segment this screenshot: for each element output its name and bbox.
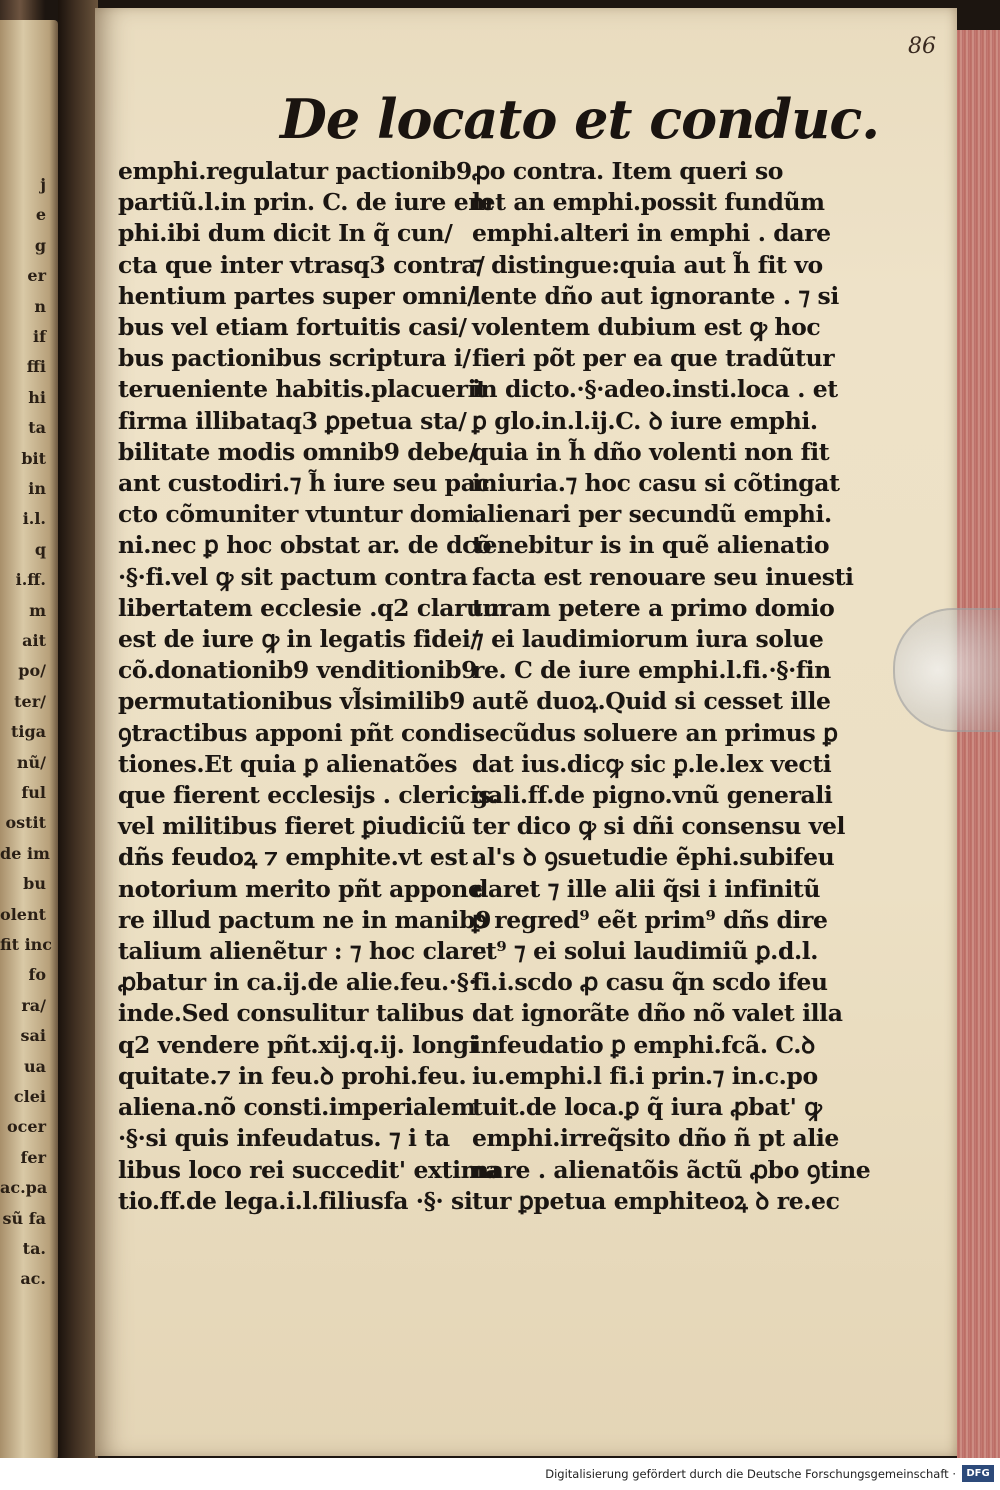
facing-page-fragment: g [34,235,46,255]
text-line: inde.Sed consulitur talibus [118,999,464,1028]
facing-page-fragment: bu [23,874,46,894]
text-line: tur ꝑpetua emphiteoꝝ ꝺ re.ec [472,1186,840,1215]
facing-page-fragment: i.ff. [15,570,46,590]
text-line: tuit.de loca.ꝑ q̃ iura ꝓbat' ꝙ [472,1093,822,1122]
text-line: ꝑ regred⁹ eẽt prim⁹ dñs dire [472,905,828,934]
text-line: dat ius.dicꝙ sic ꝑ.le.lex vecti [472,749,832,778]
funding-credit: Digitalisierung gefördert durch die Deutsche Forschungsgemeinschaft · [545,1467,956,1481]
text-line: bus pactionibus scriptura i/ [118,344,471,373]
text-line: ct⁹ ⁊ ei solui laudimiũ ꝑ.d.l. [472,937,819,966]
text-column-left [118,156,508,1217]
folio-number: 86 [908,34,936,59]
text-line: vel militibus fieret ꝑiudiciũ [118,812,466,841]
text-line: ꝑ glo.in.l.ij.C. ꝺ iure emphi. [472,406,818,435]
text-line: re illud pactum ne in manib9 [118,905,492,934]
page-fore-edge [957,30,1000,1458]
text-line: ⁊ distingue:quia aut h̃ fit vo [472,250,823,279]
facing-page-fragment: sũ fa [2,1208,46,1228]
facing-page-fragment: er [27,266,46,286]
footer-bar [0,1458,1000,1490]
facing-page-fragment: j [40,175,46,194]
text-line: in dicto.·§·adeo.insti.loca . et [472,375,838,404]
text-line: al's ꝺ ꝯsuetudie ẽphi.subifeu [472,843,835,872]
facing-page-fragment: i.l. [22,509,46,529]
text-line: alienari per secundũ emphi. [472,500,832,529]
facing-page-fragment: sai [20,1026,46,1046]
text-line: talium alienẽtur : ⁊ hoc clare [118,937,487,966]
text-line: cta que inter vtrasq3 contra/ [118,250,485,279]
text-line: let an emphi.possit fundũm [472,188,825,217]
text-line: cõ.donationib9 venditionib9 [118,656,478,685]
facing-page-fragment: clei [13,1087,46,1106]
text-line: infeudatio ꝑ emphi.fcã. C.ꝺ [472,1030,815,1059]
facing-page-fragment: bit [21,448,46,468]
facing-page-fragment: ostit [5,813,46,833]
book-gutter [58,0,98,1458]
text-line: gali.ff.de pigno.vnũ generali [472,781,833,810]
text-line: tiones.Et quia ꝑ alienatões [118,749,458,778]
text-line: facta est renouare seu inuesti [472,562,854,591]
facing-page-fragment: ua [24,1056,46,1076]
facing-page-fragment: ra/ [21,995,46,1015]
text-line: quia in h̃ dño volenti non fit [472,437,830,466]
facing-page-fragment: nũ/ [16,752,46,772]
text-line: autẽ duoꝝ.Quid si cesset ille [472,687,831,716]
text-line: notorium merito pñt appone [118,874,483,903]
facing-page-fragment: e [35,205,46,225]
text-line: ter dico ꝙ si dñi consensu vel [472,812,846,841]
text-line: q2 vendere pñt.xij.q.ij. longi [118,1030,478,1059]
text-column-right [472,156,871,1217]
text-line: ꝓbatur in ca.ij.de alie.feu.·§· [118,968,477,997]
text-line: permutationibus vl̃similib9 [118,687,465,716]
text-line: turam petere a primo domio [472,593,835,622]
text-line: fieri põt per ea que tradũtur [472,344,835,373]
text-line: secũdus soluere an primus ꝑ [472,718,838,747]
text-line: iu.emphi.l fi.i prin.⁊ in.c.po [472,1061,818,1090]
text-line: ꝯtractibus apponi pñt condi [118,718,472,747]
facing-page-fragment: if [33,327,46,346]
text-line: lente dño aut ignorante . ⁊ si [472,281,839,310]
text-line: re. C de iure emphi.l.fi.·§·fin [472,656,831,685]
facing-page-fragment: ta [28,418,46,438]
facing-page-fragment: ac.pa [0,1178,48,1198]
facing-page-fragment: q [34,539,46,559]
text-line: quitate.⁊ in feu.ꝺ prohi.feu. [118,1061,467,1090]
facing-page-fragment: ter/ [14,691,46,711]
text-line: partiũ.l.in prin. C. de iure em [118,188,493,217]
text-line: nare . alienatõis ãctũ ꝓbo ꝯtine [472,1155,871,1184]
facing-page-fragment: in [28,479,46,498]
text-line: ·§·fi.vel ꝙ sit pactum contra [118,562,468,591]
text-line: fi.i.scdo ꝓ casu q̃n scdo ifeu [472,968,828,997]
text-line: ꝓo contra. Item queri so [472,157,784,185]
facing-page-fragment: ocer [6,1117,46,1137]
facing-page-fragment: olent [0,904,46,924]
facing-page-fragment: m [29,600,46,620]
facing-page-fragment: fit inc [0,935,53,954]
text-line: dat ignorãte dño nõ valet illa [472,999,843,1028]
facing-page-fragment: de im [0,843,50,863]
text-line: emphi.irreq̃sito dño ñ pt alie [472,1124,839,1153]
text-line: est de iure ꝙ in legatis fidei/ [118,625,479,654]
text-line: emphi.alteri in emphi . dare [472,219,831,248]
text-line: daret ⁊ ille alii q̃si i infinitũ [472,874,821,903]
facing-page-fragment: hi [28,387,46,407]
facing-page-edge [0,20,58,1458]
text-line: tio.ff.de lega.i.l.filiusfa ·§· si [118,1186,473,1215]
dfg-logo: DFG [962,1465,994,1482]
facing-page-fragment: fer [20,1147,46,1167]
text-line: bilitate modis omnib9 debe/ [118,437,477,466]
facing-page-fragment: fo [28,965,46,985]
text-line: cto cõmuniter vtuntur domi [118,500,475,529]
text-line: ⁊ ei laudimiorum iura solue [472,625,824,654]
text-line: tenebitur is in quẽ alienatio [472,531,830,560]
facing-page-fragment: ful [21,783,46,802]
text-line: que fierent ecclesijs . clericis. [118,781,499,810]
text-line: hentium partes super omni/ [118,281,476,310]
text-line: emphi.regulatur pactionib9 [118,157,472,185]
facing-page-fragment: po/ [18,661,46,681]
text-line: dñs feudoꝝ ⁊ emphite.vt est [118,843,468,872]
text-line: ni.nec ꝑ hoc obstat ar. de dcõ [118,531,492,560]
facing-page-fragment: tiga [10,722,46,742]
text-line: aliena.nõ consti.imperialem [118,1093,476,1122]
text-line: ·§·si quis infeudatus. ⁊ i ta [118,1124,450,1153]
facing-page-fragment: n [34,296,46,316]
text-line: ant custodiri.⁊ h̃ iure seu pac [118,469,490,498]
text-line: bus vel etiam fortuitis casi/ [118,313,467,342]
facing-page-fragment: ta. [22,1239,46,1258]
text-line: libertatem ecclesie .q2 clarum [118,593,508,622]
facing-page-fragment: ffi [26,357,46,377]
page-clip [893,608,1000,732]
running-head: De locato et conduc. [280,87,880,151]
facing-page-fragment: ac. [20,1269,46,1289]
text-line: libus loco rei succedit' extima [118,1155,500,1184]
text-line: firma illibataq3 ꝑpetua sta/ [118,406,467,435]
text-line: phi.ibi dum dicit In q̃ cun/ [118,219,453,248]
text-line: iniuria.⁊ hoc casu si cõtingat [472,469,840,498]
facing-page-fragment: ait [22,631,46,650]
text-line: teruenientе habitis.placuerit [118,375,487,404]
text-line: volentem dubium est ꝙ hoc [472,313,821,342]
